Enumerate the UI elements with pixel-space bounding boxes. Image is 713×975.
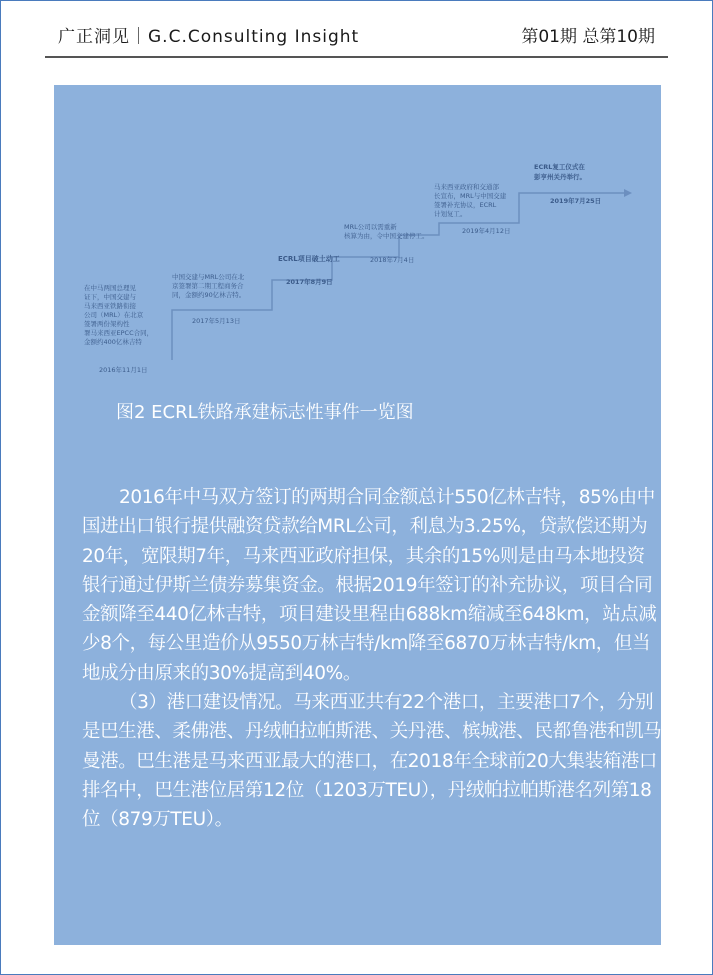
content-panel	[54, 85, 661, 945]
event-5-line-4: 计划复工。	[434, 210, 467, 218]
event-6-date: 2019年7月25日	[550, 197, 602, 205]
timeline-event-3	[278, 254, 340, 286]
publication-title: 广正洞见｜G.C.Consulting Insight	[58, 27, 360, 47]
event-1-line-6: 署马来西亚EPCC合同，	[84, 329, 154, 337]
event-3-date: 2017年8月9日	[286, 278, 333, 286]
event-3-line-1: ECRL项目破土动工	[278, 255, 340, 263]
figure-caption: 图2 ECRL铁路承建标志性事件一览图	[116, 402, 414, 423]
event-6-line-2: 彭亨州关丹举行。	[534, 173, 586, 181]
event-1-line-3: 马来西亚铁路衔接	[84, 302, 136, 310]
event-2-date: 2017年5月13日	[192, 317, 241, 325]
event-1-line-7: 金额约400亿林吉特	[84, 338, 142, 346]
event-6-line-1: ECRL复工仪式在	[534, 163, 585, 171]
timeline-event-5	[434, 182, 510, 235]
event-2-line-1: 中国交建与MRL公司在北	[172, 273, 245, 281]
event-1-line-4: 公司（MRL）在北京	[84, 311, 144, 319]
event-5-date: 2019年4月12日	[462, 227, 511, 235]
timeline-event-2	[172, 272, 245, 325]
event-2-line-2: 京签署第二期工程商务合	[172, 282, 244, 290]
timeline-event-1	[84, 283, 153, 374]
event-4-line-2: 核算为由，令中国交建停工。	[344, 232, 429, 240]
event-1-date: 2016年11月1日	[99, 366, 148, 374]
event-4-line-1: MRL公司以需重新	[344, 223, 397, 231]
issue-number: 第01期 总第10期	[521, 27, 655, 47]
event-2-line-3: 同，金额约90亿林吉特。	[172, 291, 246, 299]
header-divider	[45, 56, 668, 58]
paragraph-ports: （3）港口建设情况。马来西亚共有22个港口，主要港口7个，分别是巴生港、柔佛港、丹绒帕拉帕斯港、关丹港、槟城港、民都鲁港和凯马曼港。巴生港是马来西亚最大的港口，在2018年全球前20大集装箱港口排名中，巴生港位居第12位（1203万TEU），丹绒帕拉帕斯港名列第18位（879万TEU）。	[82, 692, 662, 831]
event-5-line-1: 马来西亚政府和交通部	[434, 183, 499, 191]
event-4-date: 2018年7月4日	[370, 256, 415, 264]
event-timeline-figure	[54, 85, 661, 395]
paragraph-contract: 2016年中马双方签订的两期合同金额总计550亿林吉特，85%由中国进出口银行提供融资贷款给MRL公司，利息为3.25%，贷款偿还期为20年，宽限期7年，马来西亚政府担保，其余的15%则是由马本地投资银行通过伊斯兰债券募集资金。根据2019年签订的补充协议，项目合同金额降至440亿林吉特，项目建设里程由688km缩减至648km，站点减少8个，每公里造价从9550万林吉特/km降至6870万林吉特/km，但当地成分由原来的30%提高到40%。	[82, 487, 657, 684]
event-1-line-5: 签署两份架构性	[84, 320, 130, 328]
timeline-event-6	[534, 162, 601, 205]
event-1-line-2: 证下，中国交建与	[84, 293, 136, 301]
event-1-line-1: 在中马两国总理见	[84, 284, 136, 292]
event-5-line-3: 签署补充协议，ECRL	[434, 201, 497, 209]
event-5-line-2: 长宣布，MRL与中国交建	[434, 192, 507, 200]
article-body	[82, 483, 662, 835]
timeline-arrow-icon	[624, 189, 632, 197]
